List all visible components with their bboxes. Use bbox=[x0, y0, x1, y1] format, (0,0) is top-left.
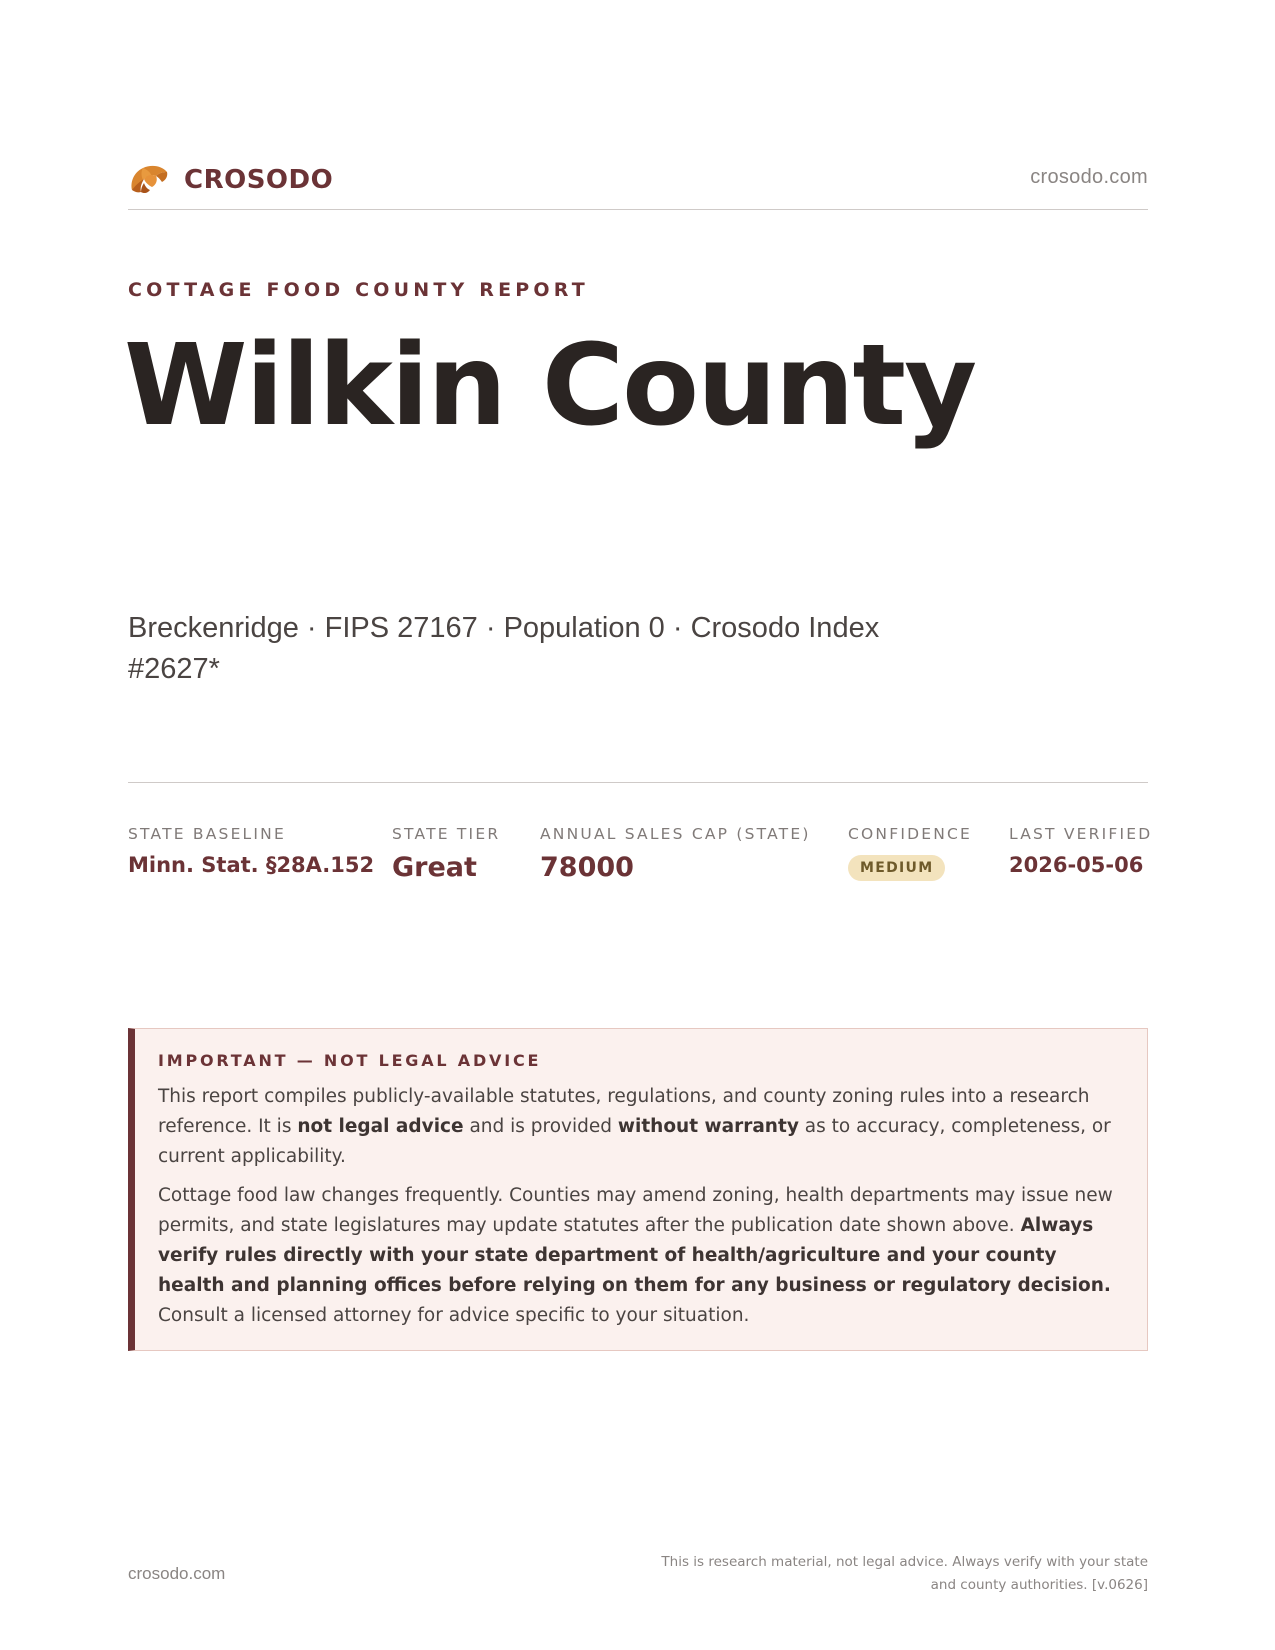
stat-label: ANNUAL SALES CAP (STATE) bbox=[540, 825, 811, 843]
legal-notice bbox=[128, 1028, 1148, 1351]
stat-label: STATE BASELINE bbox=[128, 825, 286, 843]
stat-value: Minn. Stat. §28A.152 bbox=[128, 853, 375, 877]
footer-site-link[interactable]: crosodo.com bbox=[128, 1564, 226, 1583]
stat-value: Great bbox=[392, 852, 477, 883]
stat-label: LAST VERIFIED bbox=[1009, 825, 1153, 843]
stat-label: CONFIDENCE bbox=[848, 825, 973, 843]
brand-name: CROSODO bbox=[184, 165, 334, 195]
brand[interactable] bbox=[128, 160, 333, 200]
report-page bbox=[124, 0, 1153, 1650]
footer-disclaimer: This is research material, not legal advice. Always verify with your state and county authorities. [v.0626] bbox=[661, 1554, 1148, 1593]
stat-last-verified bbox=[1009, 825, 1152, 877]
stat-sales-cap bbox=[540, 825, 811, 883]
notice-paragraph: This report compiles publicly-available statutes, regulations, and county zoning rules into a research reference. It is not legal advice and is provided without warranty as to accuracy, completeness, or current applicability. bbox=[158, 1086, 1111, 1167]
page-title: Wilkin County bbox=[124, 321, 976, 451]
page-header bbox=[128, 158, 1148, 210]
notice-title: IMPORTANT — NOT LEGAL ADVICE bbox=[158, 1051, 542, 1070]
confidence-badge: MEDIUM bbox=[848, 855, 945, 881]
stat-state-baseline bbox=[128, 825, 374, 877]
stat-confidence bbox=[848, 825, 972, 881]
stat-value: 2026-05-06 bbox=[1009, 853, 1144, 877]
stat-label: STATE TIER bbox=[392, 825, 501, 843]
notice-paragraph: Cottage food law changes frequently. Counties may amend zoning, health departments may issue new permits, and state legislatures may update statutes after the publication date shown above. Always verify rules directly with your state department of health/agriculture and your county health and planning offices before relying on them for any business or regulatory decision. Consult a licensed attorney for advice specific to your situation. bbox=[158, 1185, 1113, 1326]
stats-row bbox=[128, 782, 1153, 902]
stat-value: 78000 bbox=[540, 852, 634, 883]
croissant-icon bbox=[128, 160, 170, 200]
report-eyebrow: COTTAGE FOOD COUNTY REPORT bbox=[128, 279, 589, 301]
header-site-link[interactable]: crosodo.com bbox=[1030, 166, 1148, 188]
county-subtitle: Breckenridge · FIPS 27167 · Population 0 · Crosodo Index #2627* bbox=[128, 612, 880, 685]
stat-state-tier bbox=[392, 825, 500, 883]
